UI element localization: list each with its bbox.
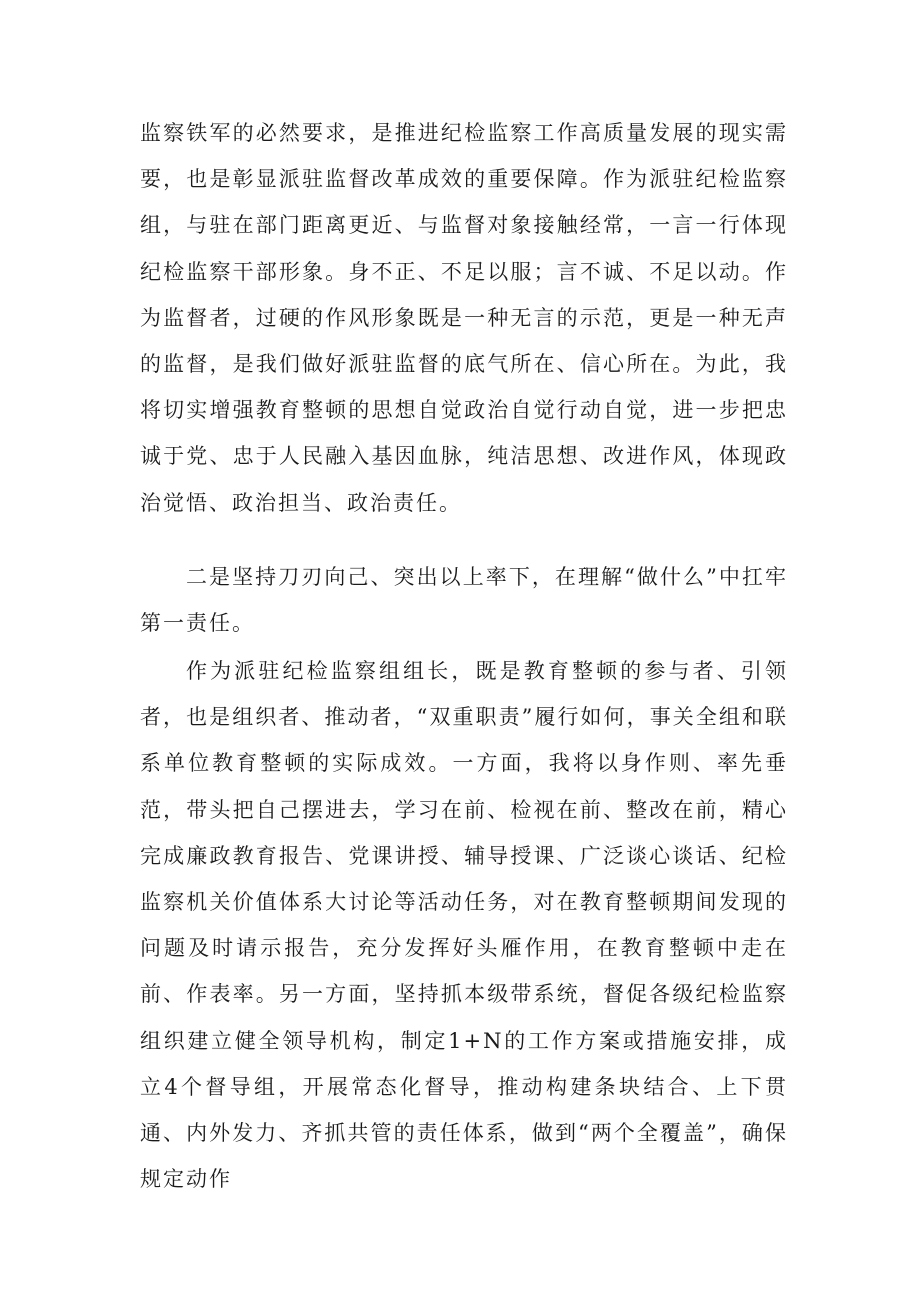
body-paragraph-2: 作为派驻纪检监察组组长，既是教育整顿的参与者、引领者，也是组织者、推动者，“双重职责”履行如何，事关全组和联系单位教育整顿的实际成效。一方面，我将以身作则、率先垂范，带头把自己摆进去，学习在前、检视在前、整改在前，精心完成廉政教育报告、党课讲授、辅导授课、广泛谈心谈话、纪检监察机关价值体系大讨论等活动任务，对在教育整顿期间发现的问题及时请示报告，充分发挥好头雁作用，在教育整顿中走在前、作表率。另一方面，坚持抓本级带系统，督促各级纪检监察组织建立健全领导机构，制定1+N的工作方案或措施安排，成立4个督导组，开展常态化督导，推动构建条块结合、上下贯通、内外发力、齐抓共管的责任体系，做到“两个全覆盖”，确保规定动作 xyxy=(140,659,788,1192)
section-heading-paragraph: 二是坚持刀刃向己、突出以上率下，在理解“做什么”中扛牢第一责任。 xyxy=(140,565,788,636)
body-paragraph-1: 监察铁军的必然要求，是推进纪检监察工作高质量发展的现实需要，也是彰显派驻监督改革成效的重要保障。作为派驻纪检监察组，与驻在部门距离更近、与监督对象接触经常，一言一行体现纪检监察干部形象。身不正、不足以服；言不诚、不足以动。作为监督者，过硬的作风形象既是一种无言的示范，更是一种无声的监督，是我们做好派驻监督的底气所在、信心所在。为此，我将切实增强教育整顿的思想自觉政治自觉行动自觉，进一步把忠诚于党、忠于人民融入基因血脉，纯洁思想、改进作风，体现政治觉悟、政治担当、政治责任。 xyxy=(140,121,788,515)
